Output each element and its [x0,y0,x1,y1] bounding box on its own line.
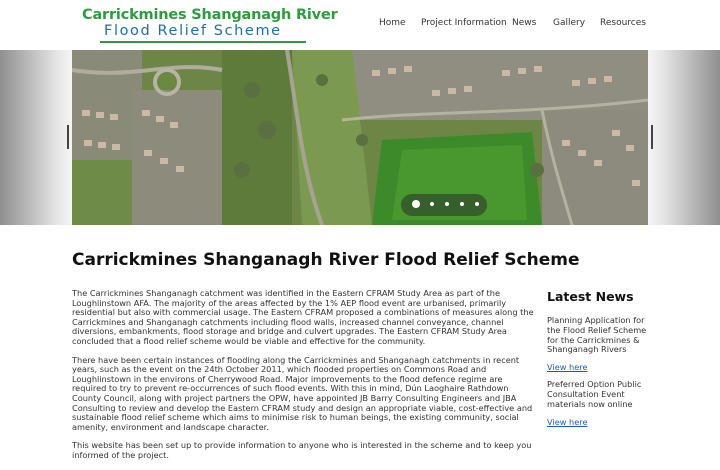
slider-dot-1[interactable] [412,200,420,208]
intro-paragraph-3: This website has been set up to provide information to anyone who is interested in the scheme and to keep you informed of the project. [72,440,532,460]
news-item-view-link[interactable]: View here [547,416,588,427]
nav-item-project-information[interactable]: Project Information [421,18,507,28]
slider-dot-4[interactable] [460,202,464,206]
nav-item-resources[interactable]: Resources [600,18,646,28]
intro-paragraph-2: There have been certain instances of flooding along the Carrickmines and Shanganagh catchments in recent years, such as the event on the 24th October 2011, which flooded properties on Commons Road and Loughlinstown in the environs of Cherrywood Road. Major improvements to the flood defence regime are required to try to prevent re-occurrences of such flood events. With this in mind, Dún Laoghaire Rathdown County Council, along with project partners the OPW, have appointed JB Barry Consulting Engineers and JBA Consulting to review and develop the Eastern CFRAM study and design an appropriate viable, cost-effective and sustainable flood relief scheme which aims to minimise risk to human beings, the existing community, social amenity, environment and landscape character. [72,354,533,432]
logo-title-line2: Flood Relief Scheme [104,23,282,39]
page-title: Carrickmines Shanganagh River Flood Relief Scheme [72,250,580,270]
slider-prev-arrow[interactable] [67,125,69,149]
aerial-photo [72,50,648,225]
news-item-text: Preferred Option Public Consultation Event materials now online [547,379,642,409]
slider-dots [401,194,487,216]
intro-paragraph-1: The Carrickmines Shanganagh catchment was identified in the Eastern CFRAM Study Area as part of the Loughlinstown AFA. The majority of the areas affected by the 1% AEP flood event are urbanised, primarily residential but also with commercial usage. The Eastern CFRAM proposed a combinations of measures along the Carrickmines and Shanganagh catchments including flood walls, increased channel conveyance, channel diversions, embankments, flood storage and bridge and culvert upgrades. The Eastern CFRAM Study Area concluded that a flood relief scheme would be viable and effective for the community. [72,288,534,346]
nav-item-gallery[interactable]: Gallery [553,18,586,28]
news-item-text: Planning Application for the Flood Relief Scheme for the Carrickmines & Shanganagh Rivers [547,315,647,355]
slider-dot-5[interactable] [475,202,479,206]
main-content [72,289,534,470]
site-header [0,0,720,50]
site-logo[interactable] [82,7,338,43]
hero-slider [0,50,720,225]
slider-side-right [648,50,720,225]
latest-news-sidebar [547,289,647,435]
news-item-view-link[interactable]: View here [547,362,588,373]
slider-next-arrow[interactable] [651,125,653,149]
logo-title-line1: Carrickmines Shanganagh River [82,7,338,23]
slider-dot-2[interactable] [430,202,434,206]
slider-dot-3[interactable] [445,202,449,206]
latest-news-heading: Latest News [547,289,634,304]
nav-item-news[interactable]: News [512,18,537,28]
slider-side-left [0,50,72,225]
logo-underline [100,41,306,43]
nav-item-home[interactable]: Home [379,18,406,28]
